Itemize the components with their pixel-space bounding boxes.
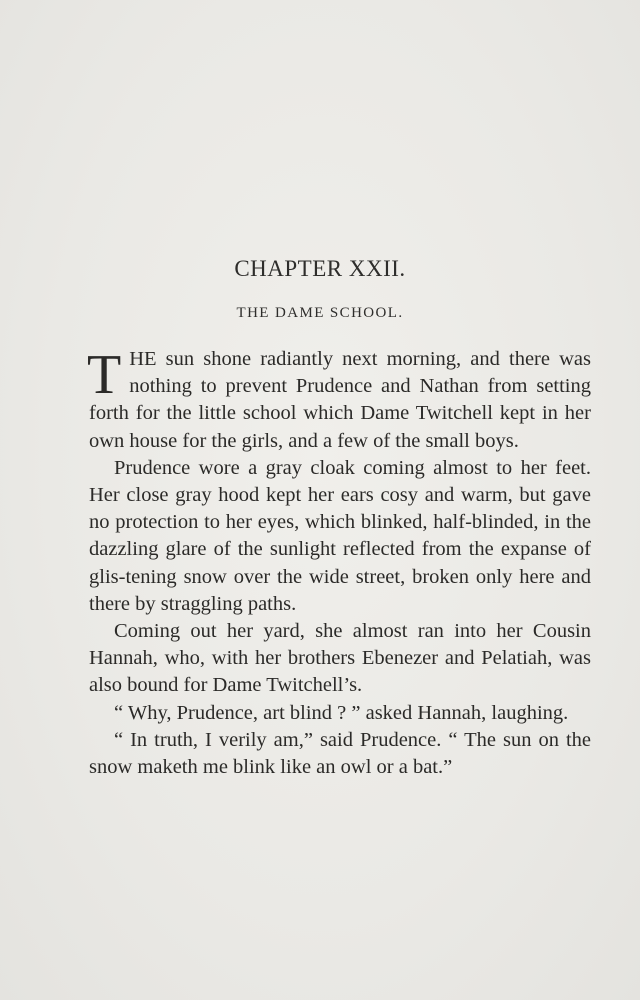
chapter-body bbox=[89, 346, 591, 781]
chapter-subtitle: THE DAME SCHOOL. bbox=[236, 305, 404, 321]
paragraph-1-text: HE sun shone radiantly next morning, and there was nothing to prevent Prudence and Nathan from setting forth for the little school which Dame Twitchell kept in her own house for the girls, and a few of the small boys. bbox=[89, 348, 591, 452]
paragraph-3: Coming out her yard, she almost ran into her Cousin Hannah, who, with her brothers Ebenezer and Pelatiah, was also bound for Dame Twitchell’s. bbox=[89, 620, 591, 697]
paragraph-2: Prudence wore a gray cloak coming almost to her feet. Her close gray hood kept her ears cosy and warm, but gave no protection to her eyes, which blinked, half-blinded, in the dazzling glare of the sunlight reflected from the expanse of glis-tening snow over the wide street, broken only here and there by straggling paths. bbox=[89, 456, 591, 615]
paragraph-1 bbox=[89, 346, 591, 455]
paragraph-5: “ In truth, I verily am,” said Prudence. “ The sun on the snow maketh me blink like an owl or a bat.” bbox=[89, 728, 591, 779]
chapter-title: CHAPTER XXII. bbox=[234, 256, 406, 281]
paragraph-4: “ Why, Prudence, art blind ? ” asked Hannah, laughing. bbox=[114, 701, 569, 724]
drop-cap: T bbox=[87, 344, 122, 406]
